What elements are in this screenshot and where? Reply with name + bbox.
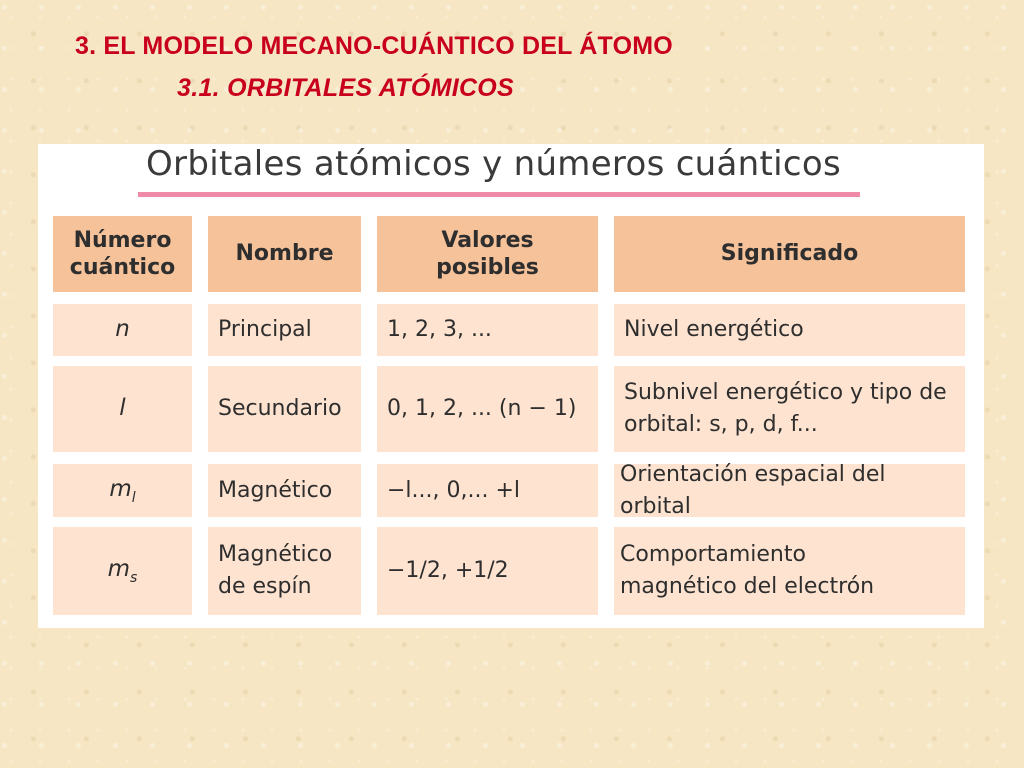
table-row-4-valores: −1/2, +1/2 xyxy=(377,527,598,615)
quantum-symbol: m xyxy=(107,556,131,583)
header-nombre: Nombre xyxy=(208,216,361,292)
orbitals-table-panel xyxy=(38,144,984,628)
table-row-3-symbol xyxy=(53,464,192,517)
quantum-symbol: n xyxy=(115,316,130,343)
table-row-1-symbol xyxy=(53,304,192,356)
table-row-2-valores: 0, 1, 2, ... (n − 1) xyxy=(377,366,598,452)
panel-title-underline xyxy=(138,192,860,197)
table-row-4-significado: Comportamiento magnético del electrón xyxy=(614,527,965,615)
table-row-2-symbol xyxy=(53,366,192,452)
quantum-symbol: l xyxy=(119,395,126,422)
quantum-symbol-wrap xyxy=(109,473,135,508)
slide-title: 3. EL MODELO MECANO-CUÁNTICO DEL ÁTOMO xyxy=(75,32,673,60)
table-row-4-nombre: Magnético de espín xyxy=(208,527,361,615)
table-row-3-significado: Orientación espacial del orbital xyxy=(614,464,965,517)
table-row-1-nombre: Principal xyxy=(208,304,361,356)
slide-subtitle: 3.1. ORBITALES ATÓMICOS xyxy=(177,74,515,102)
quantum-symbol-wrap xyxy=(108,553,138,588)
table-row-2-nombre: Secundario xyxy=(208,366,361,452)
table-row-2-significado: Subnivel energético y tipo de orbital: s, p, d, f... xyxy=(614,366,965,452)
header-significado: Significado xyxy=(614,216,965,292)
table-row-3-nombre: Magnético xyxy=(208,464,361,517)
header-numero-cuantico: Número cuántico xyxy=(53,216,192,292)
table-row-4-symbol xyxy=(53,527,192,615)
quantum-symbol: m xyxy=(109,475,132,502)
table-row-1-valores: 1, 2, 3, ... xyxy=(377,304,598,356)
quantum-symbol-subscript: s xyxy=(130,570,138,587)
header-valores-posibles: Valores posibles xyxy=(377,216,598,292)
panel-title: Orbitales atómicos y números cuánticos xyxy=(146,144,842,184)
table-row-1-significado: Nivel energético xyxy=(614,304,965,356)
quantum-symbol-subscript: l xyxy=(131,489,136,506)
table-row-3-valores: −l..., 0,... +l xyxy=(377,464,598,517)
